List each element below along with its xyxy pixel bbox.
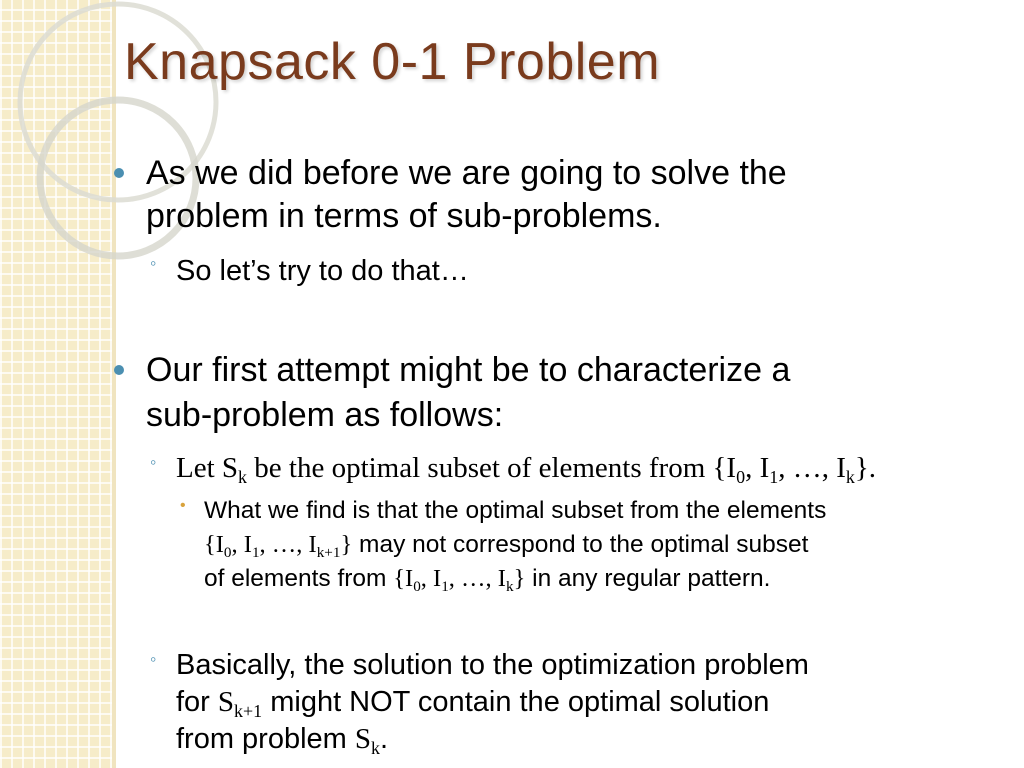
- bullet2-sub2-line3: from problem $S_k$.: [176, 723, 389, 758]
- bullet1-line1: As we did before we are going to solve the: [146, 154, 787, 192]
- sub-sub-bullet-dot: •: [180, 497, 186, 514]
- bullet2-sub2-line2: for $S_{k+1}$ might NOT contain the optimal solution: [176, 686, 770, 721]
- sub-bullet-circle: ◦: [150, 649, 157, 669]
- slide-title: Knapsack 0-1 Problem: [124, 33, 661, 91]
- bullet1-line2: problem in terms of sub-problems.: [146, 197, 662, 235]
- sub-bullet-circle: ◦: [150, 452, 157, 472]
- bullet2-sub1: Let $S_k$ be the optimal subset of elements from {$I_0$, $I_1$, …, $I_k$}.: [176, 452, 877, 487]
- bullet2-line2: sub-problem as follows:: [146, 396, 504, 434]
- bullet2-subsub-line1: What we find is that the optimal subset from the elements: [204, 497, 827, 524]
- bullet2-line1: Our first attempt might be to characterize a: [146, 351, 791, 389]
- bullet-dot: [114, 168, 124, 178]
- bullet2-subsub-line2: {$I_0$, $I_1$, …, $I_{k+1}$} may not correspond to the optimal subset: [204, 531, 809, 561]
- sub-bullet-circle: ◦: [150, 253, 157, 273]
- bullet2-sub2-line1: Basically, the solution to the optimization problem: [176, 649, 809, 681]
- bullet2-subsub-line3: of elements from {$I_0$, $I_1$, …, $I_k$} in any regular pattern.: [204, 565, 771, 595]
- bullet1-sub1: So let’s try to do that…: [176, 255, 469, 287]
- bullet-dot: [114, 365, 124, 375]
